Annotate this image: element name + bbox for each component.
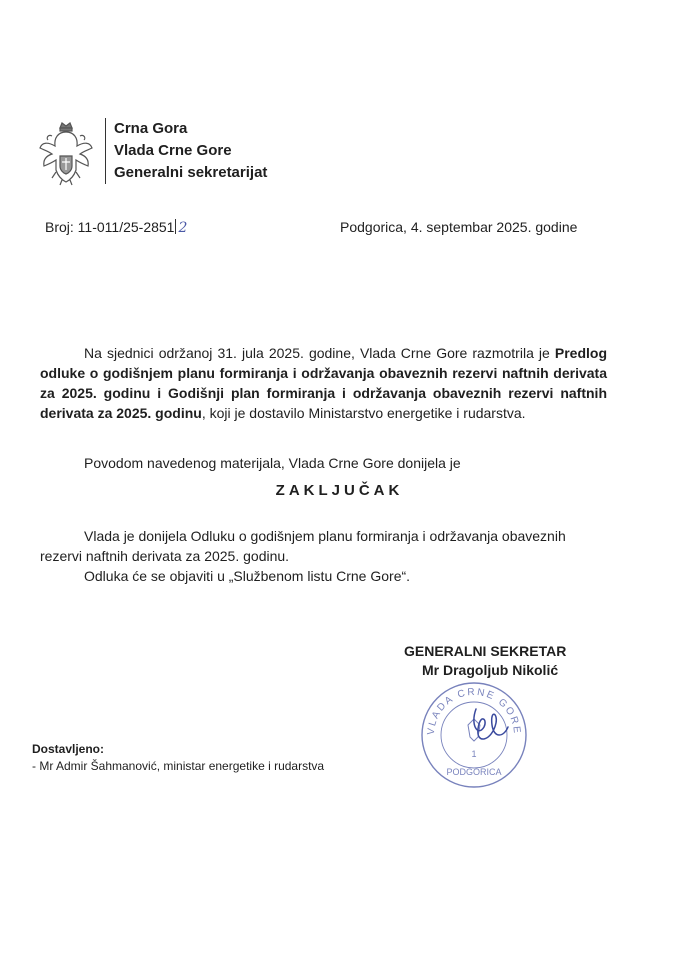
paragraph-adoption-text: Povodom navedenog materijala, Vlada Crne Gore donijela je	[84, 455, 461, 471]
stamp-arc-text: VLADA CRNE GORE	[425, 686, 523, 736]
paragraph-decision-text: Vlada je donijela Odluku o godišnjem planu formiranja i održavanja obaveznih rezervi naftnih derivata za 2025. godinu.	[40, 528, 566, 564]
paragraph-session	[40, 343, 607, 423]
conclusion-heading: ZAKLJUČAK	[275, 482, 404, 499]
signature-block	[404, 642, 604, 680]
paragraph-decision	[40, 526, 607, 566]
office-name: Generalni sekretarijat	[114, 164, 268, 181]
paragraph-publication-text: Odluka će se objaviti u „Službenom listu Crne Gore“.	[84, 568, 411, 584]
paragraph-adoption	[40, 453, 607, 473]
government-name: Vlada Crne Gore	[114, 142, 232, 159]
handwritten-signature	[474, 709, 508, 739]
stamp-number: 1	[471, 749, 477, 759]
reference-number	[45, 219, 187, 236]
reference-number-text: Broj: 11-011/25-2851	[45, 219, 175, 235]
distribution-list	[32, 741, 324, 775]
distribution-label: Dostavljeno:	[32, 742, 105, 756]
stamp-city: PODGORICA	[446, 767, 502, 777]
country-name: Crna Gora	[114, 120, 188, 137]
issuer-header	[114, 118, 267, 184]
handwritten-annotation: 2	[178, 220, 188, 236]
reference-mark	[175, 219, 176, 234]
official-stamp	[418, 679, 530, 791]
signatory-name: Mr Dragoljub Nikolić	[422, 662, 559, 678]
paragraph-session-outro: , koji je dostavilo Ministarstvo energetike i rudarstva.	[201, 405, 526, 421]
paragraph-session-intro: Na sjednici održanoj 31. jula 2025. godine, Vlada Crne Gore razmotrila je	[84, 345, 555, 361]
header-divider	[105, 118, 106, 184]
signatory-title: GENERALNI SEKRETAR	[404, 643, 567, 659]
montenegro-coat-of-arms-icon	[38, 120, 94, 186]
paragraph-publication	[40, 566, 607, 586]
paragraph-session-subject: Predlog odluke o godišnjem planu formiranja i održavanja obaveznih rezervi naftnih derivata za 2025. godinu i Godišnji plan formiranja i održavanja obaveznih rezervi naftnih derivata za 2025. godinu	[40, 345, 607, 421]
place-and-date: Podgorica, 4. septembar 2025. godine	[340, 219, 578, 235]
distribution-item: - Mr Admir Šahmanović, ministar energetike i rudarstva	[32, 759, 325, 773]
